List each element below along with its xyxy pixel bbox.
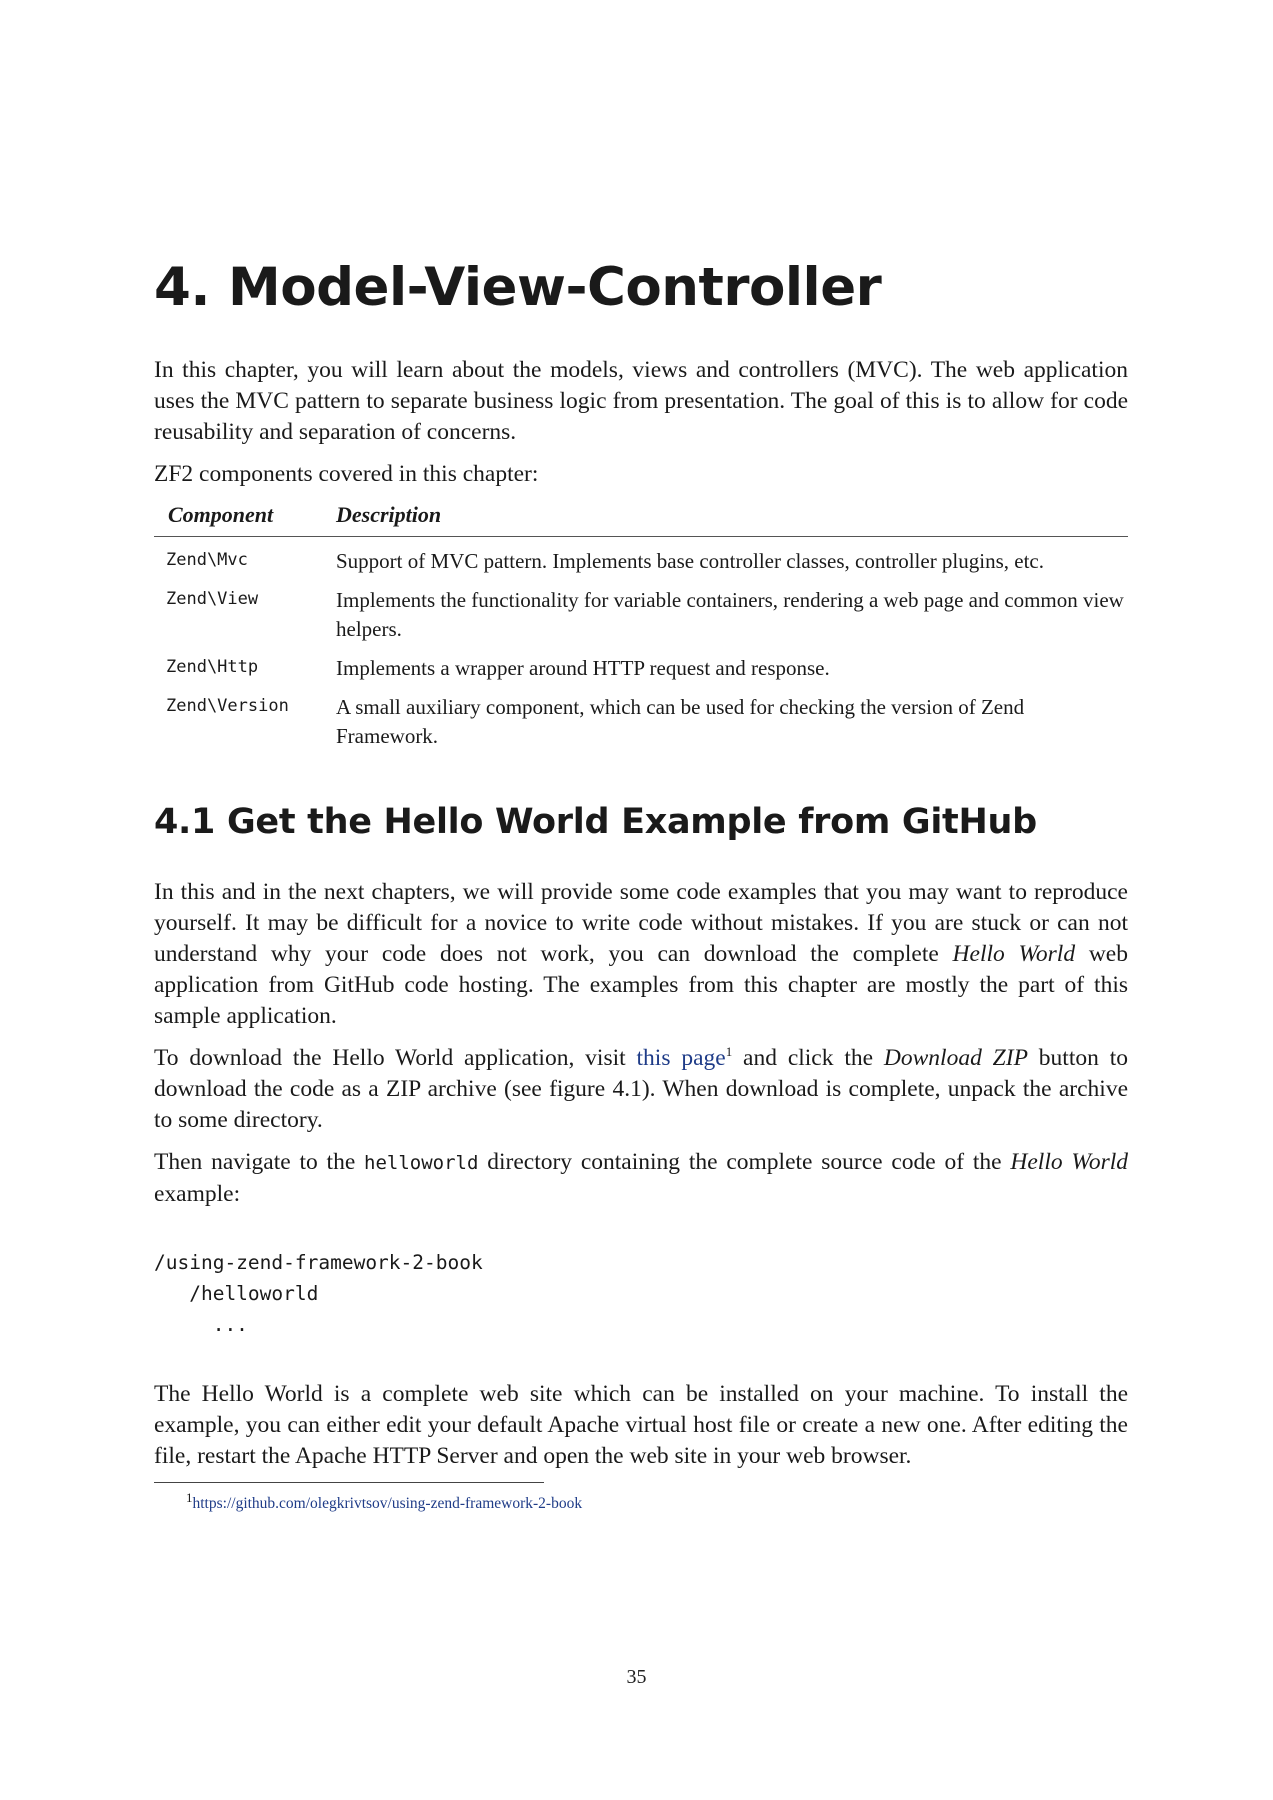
text-run: directory containing the complete source code of the — [478, 1148, 1011, 1175]
table-row — [154, 683, 1128, 751]
section-paragraph-1 — [154, 877, 1128, 1032]
component-name: Zend\View — [166, 588, 259, 609]
column-header-component: Component — [154, 502, 336, 537]
text-run: In this and in the next chapters, we will provide some code examples that you may want to reproduce yourself. It may be difficult for a novice to write code without mistakes. If you are stuck or can not understand why your code does not work, you can download the complete — [154, 878, 1128, 967]
text-run: web application from GitHub code hosting. The examples from this chapter are mostly the part of this sample application. — [154, 940, 1128, 1029]
component-name: Zend\Mvc — [166, 549, 248, 570]
component-description: Implements a wrapper around HTTP request and response. — [336, 655, 830, 680]
page-content — [154, 258, 1128, 1513]
section-title: 4.1 Get the Hello World Example from GitHub — [154, 801, 1037, 842]
table-row — [154, 644, 1128, 683]
this-page-link[interactable]: this page — [636, 1044, 726, 1071]
section-paragraph-3 — [154, 1147, 1128, 1210]
page-number: 35 — [626, 1666, 647, 1688]
inline-code: helloworld — [364, 1151, 479, 1174]
chapter-title: 4. Model-View-Controller — [154, 257, 882, 318]
chapter-intro-paragraph: In this chapter, you will learn about the models, views and controllers (MVC). The web application uses the MVC pattern to separate business logic from presentation. The goal of this is to allow for code reusability and separation of concerns. — [154, 356, 1128, 445]
component-description: A small auxiliary component, which can be used for checking the version of Zend Framework. — [336, 694, 1025, 748]
column-header-description: Description — [336, 502, 1128, 537]
components-table-header-row — [154, 502, 1128, 537]
component-name: Zend\Version — [166, 695, 289, 716]
table-row — [154, 576, 1128, 644]
directory-code-block: /using-zend-framework-2-book /helloworld ... — [154, 1250, 483, 1336]
emphasis-text: Hello World — [952, 940, 1076, 967]
component-name: Zend\Http — [166, 656, 259, 677]
section-paragraph-4: The Hello World is a complete web site which can be installed on your machine. To install the example, you can either edit your default Apache virtual host file or create a new one. After editing the file, restart the Apache HTTP Server and open the web site in your web browser. — [154, 1380, 1128, 1469]
footnote — [154, 1489, 1128, 1513]
text-run: To download the Hello World application, visit — [154, 1044, 637, 1071]
text-run: example: — [154, 1180, 241, 1207]
components-table — [154, 502, 1128, 751]
footnote-divider — [154, 1482, 544, 1483]
text-run: button to download the code as a ZIP archive (see figure 4.1). When download is complete, unpack the archive to some directory. — [154, 1044, 1128, 1133]
footnote-url-link[interactable]: https://github.com/olegkrivtsov/using-zend-framework-2-book — [192, 1494, 583, 1512]
section-paragraph-2 — [154, 1043, 1128, 1136]
footnote-mark: 1 — [186, 1489, 193, 1505]
emphasis-text: Hello World — [1010, 1148, 1128, 1175]
component-description: Support of MVC pattern. Implements base controller classes, controller plugins, etc. — [336, 548, 1045, 573]
table-row — [154, 536, 1128, 576]
text-run: Then navigate to the — [154, 1148, 365, 1175]
component-description: Implements the functionality for variable containers, rendering a web page and common view helpers. — [336, 587, 1124, 641]
text-run: and click the — [732, 1044, 884, 1071]
emphasis-text: Download ZIP — [883, 1044, 1028, 1071]
footnote-reference[interactable]: 1 — [725, 1044, 733, 1060]
components-lead-paragraph: ZF2 components covered in this chapter: — [154, 460, 539, 487]
